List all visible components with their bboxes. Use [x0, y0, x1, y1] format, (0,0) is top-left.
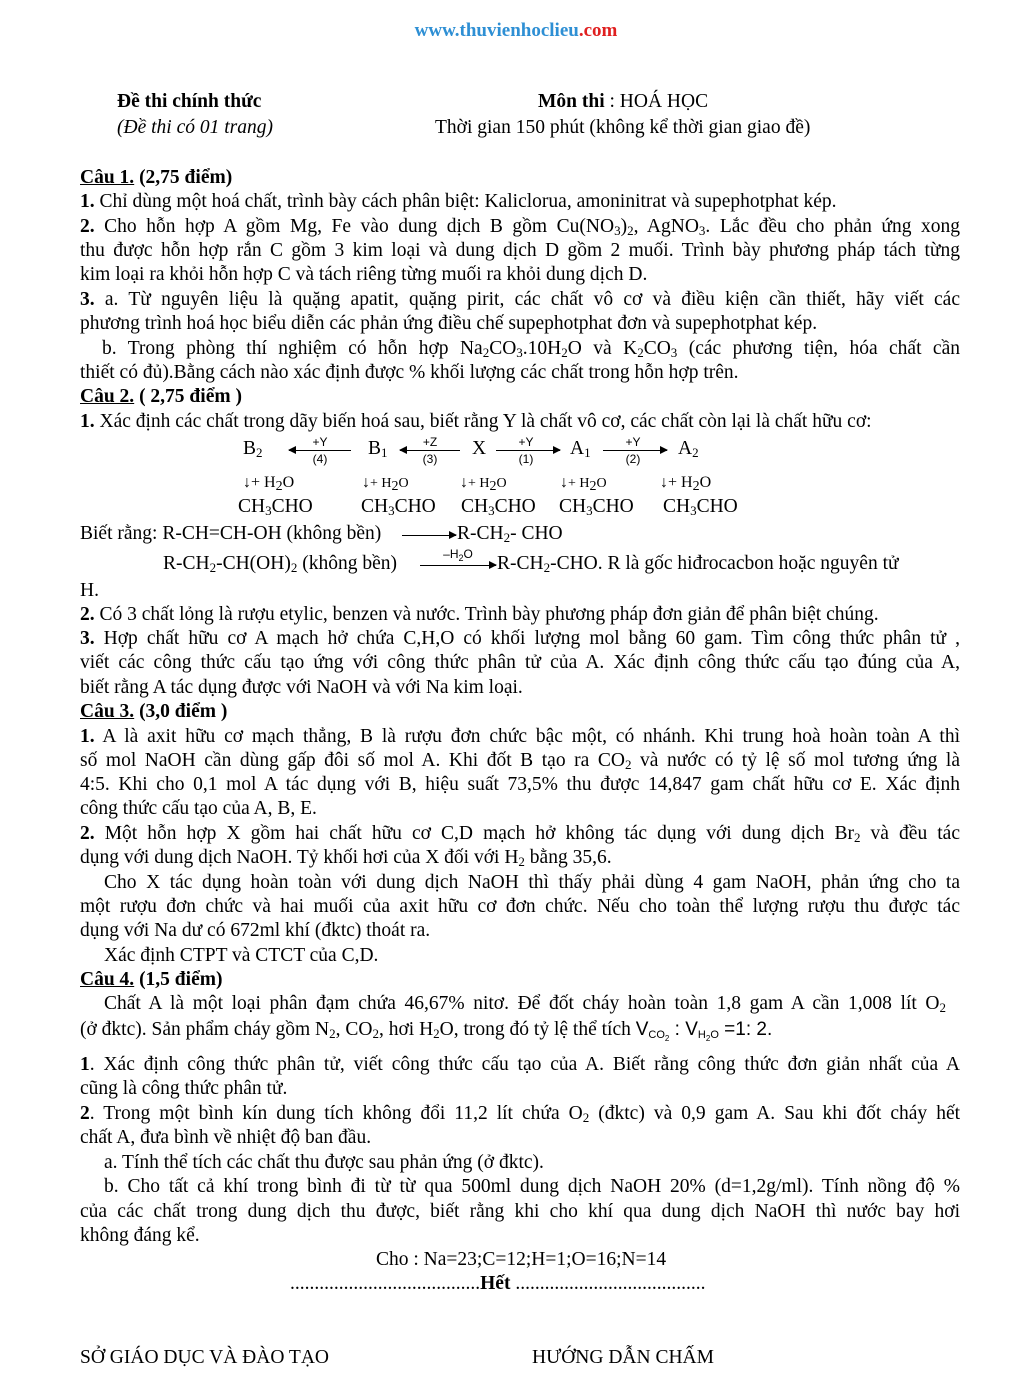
q3-heading: Câu 3. (3,0 điểm ): [80, 701, 228, 722]
q1-part3b-line2: thiết có đủ).Bằng cách nào xác định được % khối lượng các chất trong hỗn hợp trên.: [80, 362, 739, 383]
q2-heading: Câu 2. ( 2,75 điểm ): [80, 386, 242, 407]
q1-heading: Câu 1. (2,75 điểm): [80, 167, 233, 188]
q2-part3-line1: 3. Hợp chất hữu cơ A mạch hở chứa C,H,O có khối lượng mol bằng 60 gam. Tìm công thức phân tử ,: [80, 628, 960, 649]
compound-x: X: [472, 438, 487, 459]
arrow-reaction-2: [603, 450, 667, 451]
arrow-reaction-1: [496, 450, 560, 451]
down-arrow-icon: ↓: [460, 474, 468, 491]
arrow4-top-label: +Y: [312, 435, 328, 449]
q3-part1-line4: công thức cấu tạo của A, B, E.: [80, 798, 317, 819]
q1-part2-line1: 2. Cho hỗn hợp A gồm Mg, Fe vào dung dịch B gồm $Cu(NO_3)_2$, AgNO$_3$. Lắc đều cho phản ứng xong: [80, 216, 961, 238]
q1-part1: 1. Chỉ dùng một hoá chất, trình bày cách phân biệt: Kaliclorua, amoninitrat và supephotphat kép.: [80, 191, 837, 212]
product-a1: $CH_3CHO$: [559, 496, 634, 518]
q4-part2b-line2: của các chất trong dung dịch thu được, biết rằng khi cho khí qua dung dịch NaOH thì nước bay hơi: [80, 1201, 960, 1222]
footer-department: SỞ GIÁO DỤC VÀ ĐÀO TẠO: [80, 1347, 329, 1368]
q2-part3-line2: viết các công thức cấu tạo ứng với công thức phân tử của A. Xác định công thức cấu tạo đúng của A,: [80, 652, 960, 673]
arrow4-bottom-label: (4): [312, 452, 328, 466]
exam-official-label: Đề thi chính thức: [117, 91, 262, 112]
known-fact-1: Biết rằng: R-CH=CH-OH (không bền): [80, 523, 382, 544]
q4-part1-line2: cũng là công thức phân tử.: [80, 1078, 288, 1099]
q1-part3-line1: 3. a. Từ nguyên liệu là quặng apatit, quặng pirit, các chất vô cơ và điều kiện cần thiết, hãy viết các: [80, 289, 960, 310]
hydration-a1: ↓+ $H_2O$: [560, 474, 607, 494]
known-fact-1-result: $R-CH_2-$ CHO: [457, 523, 563, 545]
hydration-b1: ↓+ $H_2O$: [362, 474, 409, 494]
site-url-prefix: www.thuvienhoclieu: [414, 20, 579, 41]
q3-part1-line1: 1. A là axit hữu cơ mạch thẳng, B là rượu đơn chức bậc một, có nhánh. Khi trung hoà hoàn toàn A thì: [80, 726, 960, 747]
known-fact-1-arrow: [402, 535, 456, 536]
exam-pages-note: (Đề thi có 01 trang): [117, 117, 273, 138]
down-arrow-icon: ↓: [243, 474, 251, 491]
known-fact-2-end: H.: [80, 580, 99, 601]
hydration-b2: ↓+ $H_2O$: [243, 474, 295, 494]
down-arrow-icon: ↓: [362, 474, 370, 491]
arrow-reaction-3: [400, 450, 460, 451]
q2-part1: 1. Xác định các chất trong dãy biến hoá sau, biết rằng Y là chất vô cơ, các chất còn lại là chất hữu cơ:: [80, 411, 872, 432]
q1-part2-line3: kim loại ra khỏi hỗn hợp C và tách riêng từng muối ra khỏi dung dịch D.: [80, 264, 648, 285]
q3-part2-line4: một rượu đơn chức và hai muối của axit hữu cơ đơn chức. Nếu cho toàn thể lượng rượu thu được tác: [80, 896, 960, 917]
q4-heading: Câu 4. (1,5 điểm): [80, 969, 223, 990]
arrow2-top-label: +Y: [625, 435, 641, 449]
q4-intro-line1: Chất A là một loại phân đạm chứa 46,67% nitơ. Để đốt cháy hoàn toàn 1,8 gam A cần 1,008 lít $O_2$: [104, 993, 946, 1015]
arrow2-bottom-label: (2): [625, 452, 641, 466]
site-url[interactable]: [0, 20, 1032, 42]
arrow3-bottom-label: (3): [422, 452, 438, 466]
site-url-suffix: .com: [578, 20, 618, 41]
product-b1: $CH_3CHO$: [361, 496, 436, 518]
compound-a1: $A_1$: [570, 438, 591, 460]
product-x: $CH_3CHO$: [461, 496, 536, 518]
arrow-reaction-4: [289, 450, 351, 451]
q4-part2a: a. Tính thể tích các chất thu được sau phản ứng (ở đktc).: [104, 1152, 544, 1173]
product-b2: $CH_3CHO$: [238, 496, 313, 518]
q2-part2: 2. Có 3 chất lỏng là rượu etylic, benzen và nước. Trình bày phương pháp đơn giản để phân biệt chúng.: [80, 604, 879, 625]
hydration-x: ↓+ $H_2O$: [460, 474, 507, 494]
product-a2: $CH_3CHO$: [663, 496, 738, 518]
compound-b1: $B_1$: [368, 438, 388, 460]
known-fact-2: $R-CH_2-CH(OH)_2$ (không bền): [163, 553, 397, 575]
q4-part2-line2: chất A, đưa bình về nhiệt độ ban đầu.: [80, 1127, 372, 1148]
q4-part2b-line1: b. Cho tất cả khí trong bình đi từ từ qua 500ml dung dịch NaOH 20% (d=1,2g/ml). Tính nồng độ %: [104, 1176, 960, 1197]
q4-intro-line2: (ở đktc). Sản phẩm cháy gồm $N_2$, $CO_2$, hơi $H_2O$, trong đó tỷ lệ thể tích $V_{CO_2}$ : $V_{H_2O} =1$: 2.: [80, 1019, 773, 1043]
q3-part2-line1: 2. Một hỗn hợp X gồm hai chất hữu cơ C,D mạch hở không tác dụng với dung dịch $Br_2$ và đều tác: [80, 823, 960, 845]
known-fact-2-arrow: [420, 565, 496, 566]
footer-grading-guide: HƯỚNG DẪN CHẤM: [532, 1347, 714, 1368]
q1-part3-line2: phương trình hoá học biểu diễn các phản ứng điều chế supephotphat đơn và supephotphat kép.: [80, 313, 818, 334]
compound-b2: $B_2$: [243, 438, 263, 460]
exam-time: Thời gian 150 phút (không kể thời gian giao đề): [435, 117, 811, 138]
q3-part2-line5: dụng với Na dư có 672ml khí (đktc) thoát ra.: [80, 920, 431, 941]
down-arrow-icon: ↓: [660, 474, 668, 491]
q3-part1-line3: 4:5. Khi cho 0,1 mol A tác dụng với B, hiệu suất 73,5% thu được 14,847 gam chất hữu cơ E. Xác định: [80, 774, 960, 795]
arrow1-bottom-label: (1): [518, 452, 534, 466]
exam-subject: Môn thi : HOÁ HỌC: [538, 91, 709, 112]
q4-part1-line1: 1. Xác định công thức phân tử, viết công thức cấu tạo của A. Biết rằng công thức đơn giản nhất của A: [80, 1054, 960, 1075]
known-fact-2-arrow-label: $-H_2O$: [443, 547, 473, 563]
down-arrow-icon: ↓: [560, 474, 568, 491]
q4-part2-line1: 2. Trong một bình kín dung tích không đổi 11,2 lít chứa $O_2$ (đktc) và 0,9 gam A. Sau khi đốt cháy hết: [80, 1103, 961, 1125]
q4-part2b-line3: không đáng kể.: [80, 1225, 200, 1246]
compound-a2: $A_2$: [678, 438, 699, 460]
hydration-a2: ↓+ $H_2O$: [660, 474, 712, 494]
q3-part2-line6: Xác định CTPT và CTCT của C,D.: [104, 945, 379, 966]
q2-part3-line3: biết rằng A tác dụng được với NaOH và với Na kim loại.: [80, 677, 523, 698]
q1-part2-line2: thu được hỗn hợp rắn C gồm 3 kim loại và dung dịch D gồm 2 muối. Trình bày phương pháp tách từng: [80, 240, 960, 261]
q3-part2-line2: dụng với dung dịch NaOH. Tỷ khối hơi của X đối với $H_2$ bằng 35,6.: [80, 847, 612, 869]
q3-part2-line3: Cho X tác dụng hoàn toàn với dung dịch NaOH thì thấy phải dùng 4 gam NaOH, phản ứng cho ta: [104, 872, 960, 893]
known-fact-2-result: $R-CH_2$-CHO. R là gốc hiđrocacbon hoặc nguyên tử: [497, 553, 899, 575]
given-atomic-masses: Cho : Na=23;C=12;H=1;O=16;N=14: [376, 1249, 667, 1270]
end-marker: .......................................Hết .......................................: [290, 1273, 706, 1294]
arrow1-top-label: +Y: [518, 435, 534, 449]
q3-part1-line2: số mol NaOH cần dùng gấp đôi số mol A. Khi đốt B tạo ra $CO_2$ và nước có tỷ lệ số mol tương ứng là: [80, 750, 961, 772]
q1-part3b-line1: b. Trong phòng thí nghiệm có hỗn hợp $Na_2CO_3.10H_2O$ và $K_2CO_3$ (các phương tiện, hóa chất cần: [102, 338, 960, 360]
arrow3-top-label: +Z: [422, 435, 438, 449]
volume-ratio: $V_{CO_2}$ : $V_{H_2O} =1$: 2.: [635, 1019, 773, 1043]
